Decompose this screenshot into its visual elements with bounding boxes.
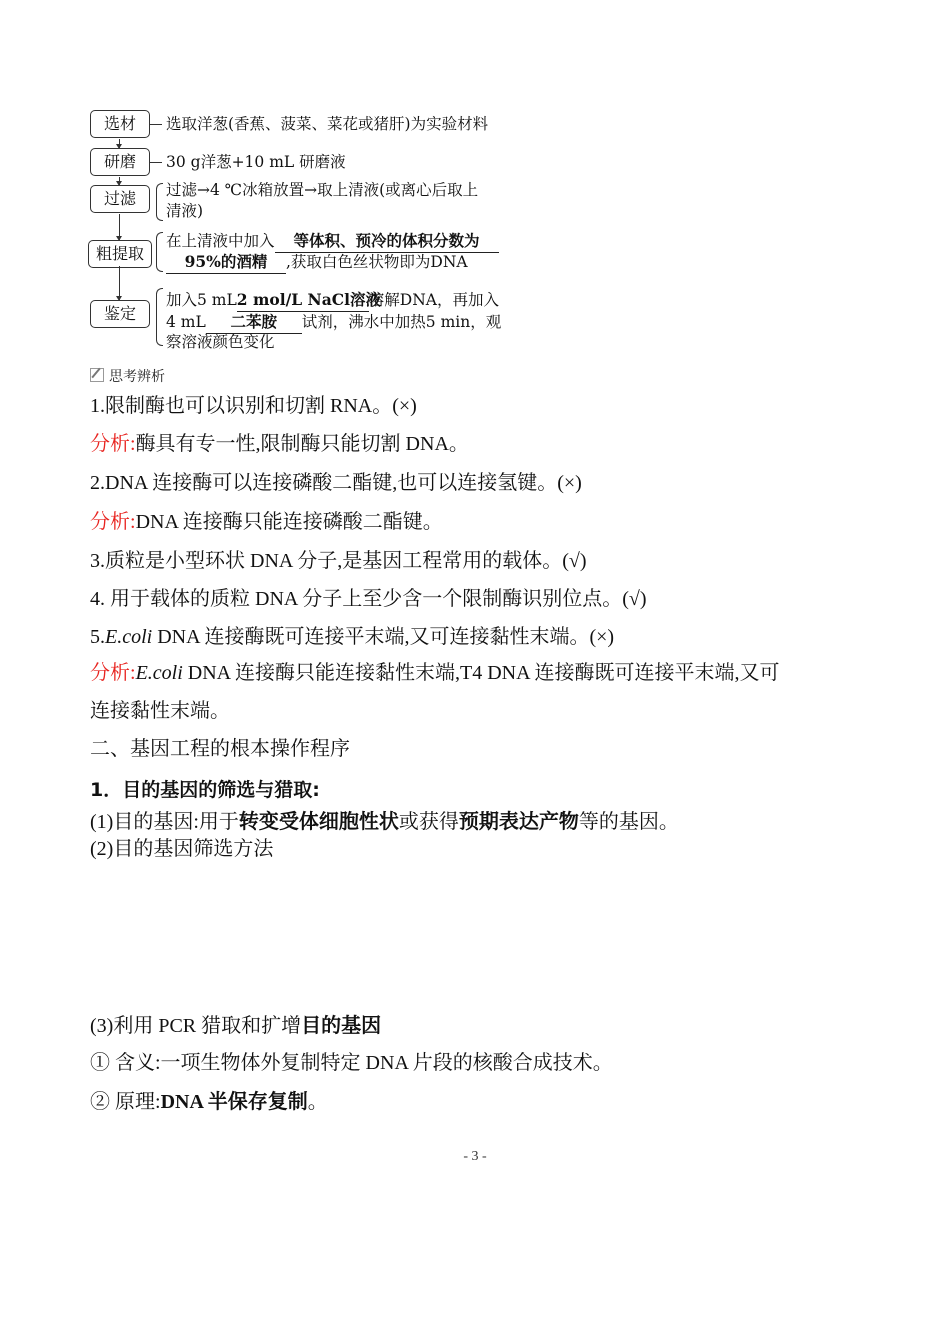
flow-text-select: 选取洋葱(香蕉、菠菜、菜花或猪肝)为实验材料: [166, 115, 489, 133]
think-header: [90, 366, 165, 386]
flow-identify-prefix: 加入5 mL: [166, 291, 237, 309]
ecoli-italic: E.coli: [105, 626, 153, 648]
flow-text-extract-1: [166, 230, 499, 253]
question-2: 2.DNA 连接酶可以连接磷酸二酯键,也可以连接氢键。(×): [90, 472, 582, 494]
pencil-note-icon: [90, 368, 104, 382]
flow-text-filter-1: 过滤→4 ℃冰箱放置→取上清液(或离心后取上: [166, 181, 479, 199]
flow-arrow: [119, 177, 120, 185]
analysis-2: [90, 508, 443, 536]
flow-extract-suffix: ,获取白色丝状物即为DNA: [286, 253, 468, 271]
section-heading: 二、基因工程的根本操作程序: [90, 738, 350, 760]
paragraph-4: ① 含义:一项生物体外复制特定 DNA 片段的核酸合成技术。: [90, 1052, 613, 1074]
flow-brace: [156, 288, 163, 346]
flow-box-select: 选材: [90, 110, 150, 138]
flow-box-identify: 鉴定: [90, 300, 150, 328]
analysis-label: 分析:: [90, 662, 136, 684]
analysis-text: DNA 连接酶只能连接黏性末端,T4 DNA 连接酶既可连接平末端,又可: [182, 662, 780, 684]
flow-fill-blank: 2 mol/L NaCl溶液: [237, 289, 369, 312]
paragraph-5-c: 。: [307, 1091, 328, 1113]
paragraph-3: [90, 1011, 381, 1040]
flow-arrow: [119, 139, 120, 148]
flow-identify-prefix-2: 4 mL: [166, 313, 206, 331]
analysis-text: DNA 连接酶只能连接磷酸二酯键。: [135, 511, 443, 533]
paragraph-1-bold-1: 转变受体细胞性状: [238, 809, 399, 833]
question-5: [90, 623, 614, 651]
paragraph-5: [90, 1088, 328, 1116]
flow-box-extract: 粗提取: [88, 240, 152, 268]
question-4: 4. 用于载体的质粒 DNA 分子上至少含一个限制酶识别位点。(√): [90, 588, 647, 610]
flow-text-grind: 30 g洋葱+10 mL 研磨液: [166, 153, 346, 171]
question-5-text: DNA 连接酶既可连接平末端,又可连接黏性末端。(×): [152, 626, 615, 648]
paragraph-5-bold: DNA 半保存复制: [160, 1091, 308, 1113]
question-5-num: 5.: [90, 626, 105, 648]
flow-box-grind: 研磨: [90, 148, 150, 176]
flow-box-filter: 过滤: [90, 185, 150, 213]
paragraph-1: [90, 807, 679, 836]
question-1: 1.限制酶也可以识别和切割 RNA。(×): [90, 395, 417, 417]
analysis-label: 分析:: [90, 511, 136, 533]
flow-text-extract-2: [166, 251, 468, 274]
ecoli-italic: E.coli: [135, 662, 183, 684]
flow-connector: [150, 162, 162, 163]
think-title: 思考辨析: [109, 369, 165, 385]
analysis-text: 酶具有专一性,限制酶只能切割 DNA。: [135, 433, 469, 455]
flow-arrow: [119, 214, 120, 240]
flow-arrow: [119, 266, 120, 300]
flow-fill-blank: 等体积、预冷的体积分数为: [275, 230, 499, 253]
flow-text-filter-2: 清液): [166, 202, 204, 220]
subsection-heading: 1．目的基因的筛选与猎取:: [90, 779, 320, 801]
page-number: - 3 -: [463, 1149, 487, 1164]
flow-brace: [156, 232, 163, 272]
analysis-label: 分析:: [90, 433, 136, 455]
paragraph-1-c: 或获得: [398, 811, 459, 833]
flow-fill-blank: 二苯胺: [206, 311, 302, 334]
flow-identify-suffix-2: 试剂，沸水中加热5 min，观: [301, 313, 502, 331]
paragraph-2: (2)目的基因筛选方法: [90, 838, 274, 860]
analysis-1: [90, 430, 469, 458]
flow-connector: [150, 124, 162, 125]
paragraph-1-bold-2: 预期表达产物: [458, 809, 579, 833]
paragraph-1-e: 等的基因。: [578, 811, 679, 833]
paragraph-3-bold: 目的基因: [301, 1013, 382, 1037]
analysis-5: [90, 659, 779, 687]
paragraph-5-a: ② 原理:: [90, 1091, 161, 1113]
paragraph-1-a: (1)目的基因:用于: [90, 811, 239, 833]
analysis-5-line2: 连接黏性末端。: [90, 700, 230, 722]
flow-fill-blank: 95%的酒精: [166, 251, 286, 274]
flow-extract-prefix: 在上清液中加入: [166, 232, 275, 250]
flow-identify-suffix: 溶解DNA，再加入: [368, 291, 499, 309]
paragraph-3-a: (3)利用 PCR 猎取和扩增: [90, 1015, 302, 1037]
question-3: 3.质粒是小型环状 DNA 分子,是基因工程常用的载体。(√): [90, 550, 587, 572]
flow-brace: [156, 183, 163, 221]
flow-text-identify-3: 察溶液颜色变化: [166, 333, 275, 351]
flow-text-identify-1: [166, 289, 499, 312]
